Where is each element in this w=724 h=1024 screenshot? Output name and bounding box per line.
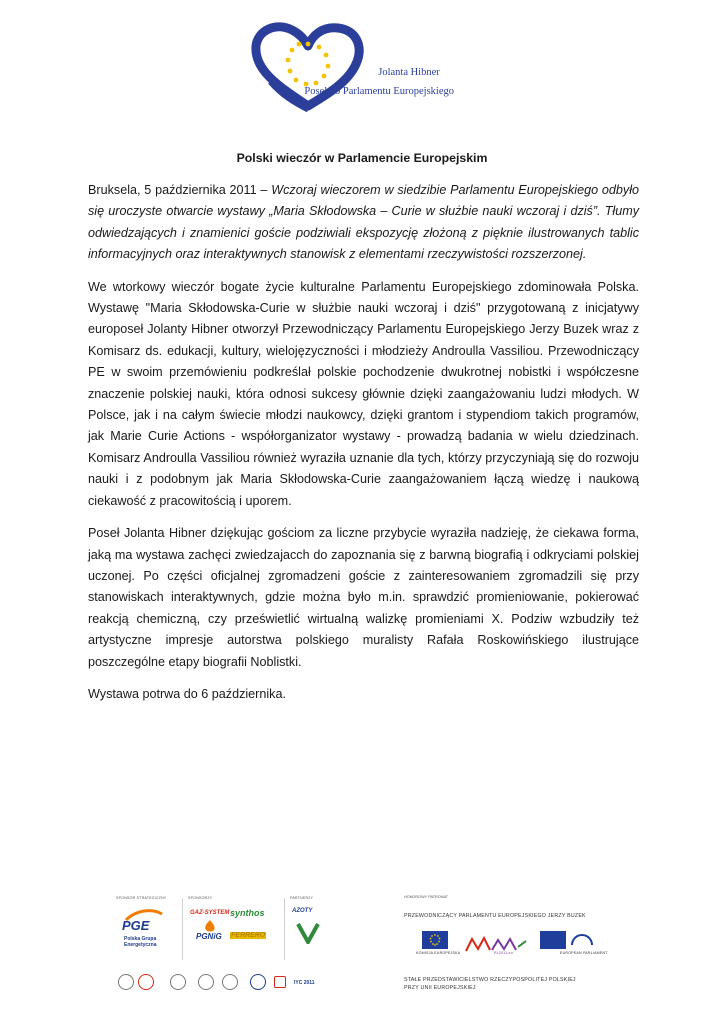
lead-italic-text: Wczoraj wieczorem w siedzibie Parlamentu Europejskiego odbyło się uroczyste otwarcie wystawy „Maria Skłodowska – Curie w służbie nauki wczoraj i dziś”. Tłumy odwiedzających i znamienici goście podziwiali ekspozycję złożoną z pięknie ilustrowanych tablic informacyjnych oraz interaktywnych stanowisk z elementami rzeczywistości rozszerzonej.	[88, 183, 639, 262]
ferrero-logo: FERRERO	[231, 932, 266, 939]
patronage-line-2: STAŁE PRZEDSTAWICIELSTWO RZECZYPOSPOLITEJ POLSKIEJ	[404, 977, 576, 983]
pge-logo: PGE	[122, 918, 150, 933]
pge-line-1: Polska Grupa	[124, 936, 157, 942]
paragraph-4: Wystawa potrwa do 6 października.	[88, 686, 286, 701]
azoty-logo: AZOTY	[292, 908, 313, 914]
partner-seal-icon	[138, 974, 154, 990]
iyc-logo: IYC 2011	[294, 980, 315, 986]
partner-seal-icon	[250, 974, 266, 990]
pge-line-2: Energetyczna	[124, 942, 157, 948]
ep-label: EUROPEAN PARLIAMENT	[560, 951, 608, 955]
letterhead	[248, 22, 458, 112]
divider	[182, 898, 183, 960]
gaz-system-logo: GAZ-SYSTEM	[190, 910, 230, 916]
paragraph-3: Poseł Jolanta Hibner dziękując gościom za liczne przybycie wyraziła nadzieję, że ciekawa forma, jaką ma wystawa zachęci zwiedzajacch do zapoznania się z barwną biografią i odkryciami polskiej uczonej. Po części oficjalnej zgromadzeni goście z zainteresowaniem zgromadzili się przy stanowiskach interaktywnych, gdzie można było m.in. sprawdzić promieniowanie, pokierować reakcją chemiczną, czy prześwietlić wirtualną walizkę promieniami X. Podziw wzbudziły też artystyczne impresje autorstwa polskiego muralisty Rafała Roskowińskiego ilustrujące poszczególne etapy biografii Noblistki.	[88, 526, 639, 669]
document-body	[88, 180, 639, 716]
ep-hemicycle-icon	[570, 933, 594, 947]
ep-flag-icon	[540, 931, 566, 949]
pgnig-flame-icon	[202, 920, 218, 932]
letterhead-role: Poseł do Parlamentu Europejskiego	[304, 86, 454, 97]
sponsors-block	[116, 896, 336, 1002]
paragraph-2: We wtorkowy wieczór bogate życie kulturalne Parlamentu Europejskiego zdominowała Polska. Wystawę "Maria Skłodowska-Curie w służbie nauki wczoraj i dziś" przygotowaną z inicjatywy europoseł Jolanty Hibner otworzył Przewodniczący Parlamentu Europejskiego Jerzy Buzek wraz z Komisarz ds. edukacji, kultury, wielojęzyczności i młodzieży Androulla Vassiliou. Przewodniczący PE w swoim przemówieniu podkreślał polskie pochodzenie dwukrotnej nobistki i współczesne znaczenie polskiej nauki, która odnosi sukcesy głównie dzięki zaangażowaniu ludzi młodych. W Polsce, jak i na całym świecie młodzi naukowcy, dzięki grantom i stypendiom takich programów, jak Marie Curie Actions - współorganizator wystawy - prowadzą badania w wielu dziedzinach. Komisarz Androulla Vassiliou również wyraziła uznanie dla tych, którzy przyczyniają się do rozwoju nauki i z podobnym jak Maria Skłodowska-Curie zaangażowaniem łączą wiedzę i naukową ciekawość z pracowitością i uporem.	[88, 279, 639, 508]
patronage-block	[402, 895, 622, 995]
patronage-label: HONOROWY PATRONAT	[404, 895, 449, 899]
lead-paragraph	[88, 180, 639, 266]
synthos-logo: synthos	[230, 908, 265, 918]
eu-commission-label: KOMISJA EUROPEJSKA	[416, 951, 461, 955]
lead-place-date: Bruksela, 5 października 2011 –	[88, 183, 268, 197]
eu-flag-icon	[422, 931, 448, 949]
partner-mark-icon	[274, 976, 286, 988]
partner-v-shield-icon	[296, 922, 320, 944]
label-strategic-sponsor: SPONSOR STRATEGICZNY	[116, 896, 167, 900]
heart-stars-logo-icon	[248, 22, 368, 114]
portrait-seal-icon	[222, 974, 238, 990]
divider	[284, 898, 285, 960]
document-title: Polski wieczór w Parlamencie Europejskim	[236, 151, 488, 165]
patronage-line-1: PRZEWODNICZĄCY PARLAMENTU EUROPEJSKIEGO JERZY BUZEK	[404, 913, 586, 919]
eu-stars-icon	[422, 931, 448, 949]
patronage-line-3: PRZY UNII EUROPEJSKIEJ	[404, 985, 476, 991]
label-partners: PARTNERZY	[290, 896, 314, 900]
pl-presidency-label: PL2011.eu	[494, 951, 513, 955]
partner-seal-icon	[118, 974, 134, 990]
pgnig-logo: PGNiG	[196, 932, 222, 941]
letterhead-name: Jolanta Hibner	[378, 67, 440, 78]
partner-seal-icon	[170, 974, 186, 990]
partner-seal-icon	[198, 974, 214, 990]
label-sponsors: SPONSORZY	[188, 896, 213, 900]
